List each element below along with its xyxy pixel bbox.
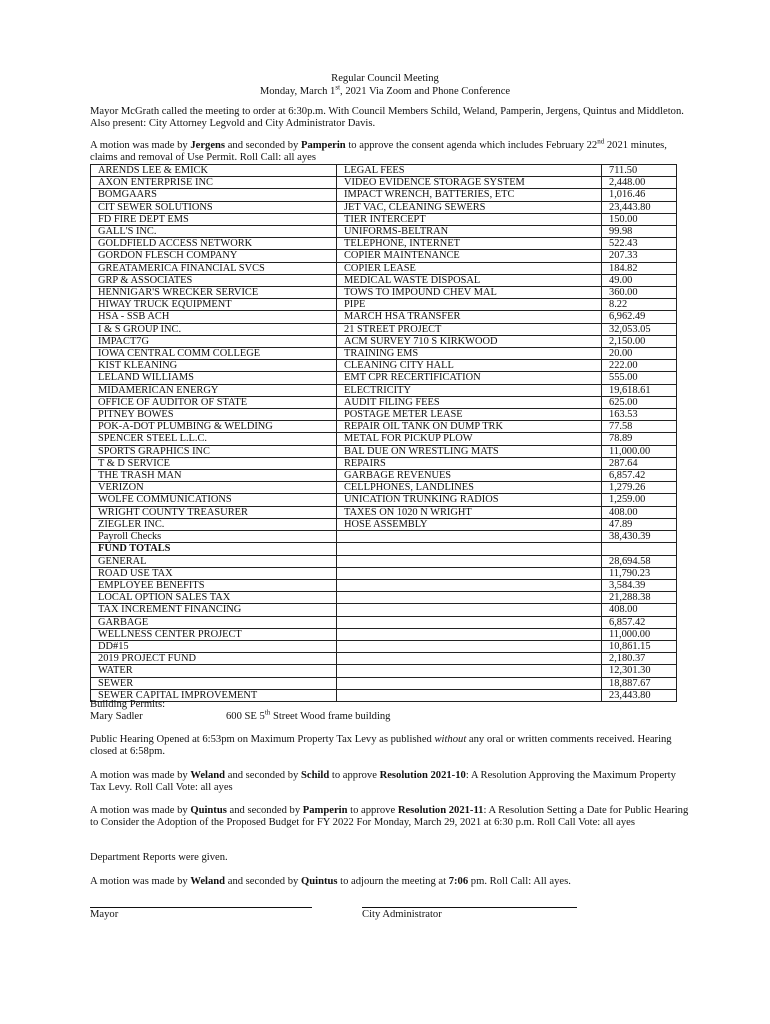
fund-row bbox=[91, 567, 677, 579]
claim-description: COPIER MAINTENANCE bbox=[337, 250, 602, 262]
claim-amount: 78.89 bbox=[602, 433, 677, 445]
claim-amount: 2,448.00 bbox=[602, 177, 677, 189]
fund-name: EMPLOYEE BENEFITS bbox=[91, 579, 337, 591]
claim-vendor: HSA - SSB ACH bbox=[91, 311, 337, 323]
fund-name: WATER bbox=[91, 665, 337, 677]
claim-amount: 20.00 bbox=[602, 348, 677, 360]
claim-amount: 38,430.39 bbox=[602, 531, 677, 543]
claim-row bbox=[91, 189, 677, 201]
fund-amount: 10,861.15 bbox=[602, 640, 677, 652]
empty-cell bbox=[337, 543, 602, 555]
fund-row bbox=[91, 640, 677, 652]
claim-amount: 49.00 bbox=[602, 274, 677, 286]
claim-description: MARCH HSA TRANSFER bbox=[337, 311, 602, 323]
fund-row bbox=[91, 689, 677, 701]
claim-vendor: WOLFE COMMUNICATIONS bbox=[91, 494, 337, 506]
fund-row bbox=[91, 604, 677, 616]
fund-row bbox=[91, 653, 677, 665]
claim-description: METAL FOR PICKUP PLOW bbox=[337, 433, 602, 445]
claim-row bbox=[91, 335, 677, 347]
meeting-date: Monday, March 1st, 2021 Via Zoom and Phone Conference bbox=[259, 82, 511, 97]
fund-name: 2019 PROJECT FUND bbox=[91, 653, 337, 665]
claim-vendor: SPORTS GRAPHICS INC bbox=[91, 445, 337, 457]
admin-label: City Administrator bbox=[362, 909, 442, 920]
claim-vendor: KIST KLEANING bbox=[91, 360, 337, 372]
fund-amount: 28,694.58 bbox=[602, 555, 677, 567]
claim-row bbox=[91, 494, 677, 506]
fund-amount: 2,180.37 bbox=[602, 653, 677, 665]
fund-name: GENERAL bbox=[91, 555, 337, 567]
claim-amount: 1,259.00 bbox=[602, 494, 677, 506]
claim-vendor: VERIZON bbox=[91, 482, 337, 494]
claim-description: LEGAL FEES bbox=[337, 165, 602, 177]
claim-row bbox=[91, 372, 677, 384]
claim-vendor: IOWA CENTRAL COMM COLLEGE bbox=[91, 348, 337, 360]
claim-amount: 32,053.05 bbox=[602, 323, 677, 335]
claim-row bbox=[91, 409, 677, 421]
fund-row bbox=[91, 628, 677, 640]
claim-description: ELECTRICITY bbox=[337, 384, 602, 396]
fund-amount: 12,301.30 bbox=[602, 665, 677, 677]
claim-description: MEDICAL WASTE DISPOSAL bbox=[337, 274, 602, 286]
fund-amount: 21,288.38 bbox=[602, 592, 677, 604]
fund-name: WELLNESS CENTER PROJECT bbox=[91, 628, 337, 640]
claim-row bbox=[91, 457, 677, 469]
fund-amount: 11,790.23 bbox=[602, 567, 677, 579]
claim-description: HOSE ASSEMBLY bbox=[337, 518, 602, 530]
claim-row bbox=[91, 213, 677, 225]
claim-vendor: PITNEY BOWES bbox=[91, 409, 337, 421]
claim-vendor: GORDON FLESCH COMPANY bbox=[91, 250, 337, 262]
adjourn-motion: A motion was made by Weland and seconded by Quintus to adjourn the meeting at 7:06 pm. Roll Call: All ayes. bbox=[90, 876, 571, 887]
claim-row bbox=[91, 274, 677, 286]
claim-row bbox=[91, 384, 677, 396]
empty-cell bbox=[337, 640, 602, 652]
empty-cell bbox=[602, 543, 677, 555]
permit-applicant: Mary Sadler bbox=[90, 711, 143, 722]
claim-vendor: THE TRASH MAN bbox=[91, 470, 337, 482]
claim-row bbox=[91, 226, 677, 238]
claim-row bbox=[91, 201, 677, 213]
empty-cell bbox=[337, 567, 602, 579]
empty-cell bbox=[337, 653, 602, 665]
fund-row bbox=[91, 592, 677, 604]
claim-vendor: BOMGAARS bbox=[91, 189, 337, 201]
claim-description: UNICATION TRUNKING RADIOS bbox=[337, 494, 602, 506]
claim-amount: 360.00 bbox=[602, 287, 677, 299]
claim-amount: 1,279.26 bbox=[602, 482, 677, 494]
fund-name: TAX INCREMENT FINANCING bbox=[91, 604, 337, 616]
claim-description: GARBAGE REVENUES bbox=[337, 470, 602, 482]
fund-name: SEWER CAPITAL IMPROVEMENT bbox=[91, 689, 337, 701]
claim-vendor: HENNIGAR'S WRECKER SERVICE bbox=[91, 287, 337, 299]
fund-amount: 6,857.42 bbox=[602, 616, 677, 628]
claim-amount: 163.53 bbox=[602, 409, 677, 421]
claim-amount: 555.00 bbox=[602, 372, 677, 384]
claim-vendor: ARENDS LEE & EMICK bbox=[91, 165, 337, 177]
claim-row bbox=[91, 445, 677, 457]
fund-amount: 3,584.39 bbox=[602, 579, 677, 591]
fund-row bbox=[91, 579, 677, 591]
fund-row bbox=[91, 677, 677, 689]
admin-signature-line bbox=[362, 900, 577, 908]
claim-vendor: GREATAMERICA FINANCIAL SVCS bbox=[91, 262, 337, 274]
claim-amount: 222.00 bbox=[602, 360, 677, 372]
claim-vendor: MIDAMERICAN ENERGY bbox=[91, 384, 337, 396]
fund-name: GARBAGE bbox=[91, 616, 337, 628]
claim-row bbox=[91, 348, 677, 360]
claim-amount: 19,618.61 bbox=[602, 384, 677, 396]
claim-amount: 23,443.80 bbox=[602, 201, 677, 213]
claim-row bbox=[91, 360, 677, 372]
claim-vendor: GRP & ASSOCIATES bbox=[91, 274, 337, 286]
claim-amount: 184.82 bbox=[602, 262, 677, 274]
empty-cell bbox=[337, 677, 602, 689]
claim-vendor: GALL'S INC. bbox=[91, 226, 337, 238]
claim-description: TELEPHONE, INTERNET bbox=[337, 238, 602, 250]
public-hearing-paragraph: Public Hearing Opened at 6:53pm on Maximum Property Tax Levy as published without any oral or written comments received. Hearing closed at 6:58pm. bbox=[90, 734, 672, 758]
claims-table bbox=[90, 164, 677, 702]
claim-description: TAXES ON 1020 N WRIGHT bbox=[337, 506, 602, 518]
claim-vendor: GOLDFIELD ACCESS NETWORK bbox=[91, 238, 337, 250]
claim-amount: 11,000.00 bbox=[602, 445, 677, 457]
building-permits-label: Building Permits: bbox=[90, 699, 166, 710]
fund-totals-label: FUND TOTALS bbox=[91, 543, 337, 555]
claim-row bbox=[91, 396, 677, 408]
claim-description: BAL DUE ON WRESTLING MATS bbox=[337, 445, 602, 457]
claim-description: POSTAGE METER LEASE bbox=[337, 409, 602, 421]
claim-row bbox=[91, 287, 677, 299]
claim-amount: 625.00 bbox=[602, 396, 677, 408]
claim-row bbox=[91, 531, 677, 543]
admin-signature-block bbox=[362, 900, 577, 921]
claim-row bbox=[91, 433, 677, 445]
claim-vendor: I & S GROUP INC. bbox=[91, 323, 337, 335]
fund-name: LOCAL OPTION SALES TAX bbox=[91, 592, 337, 604]
mayor-signature-line bbox=[90, 900, 312, 908]
claim-row bbox=[91, 482, 677, 494]
claim-row bbox=[91, 299, 677, 311]
mayor-signature-block bbox=[90, 900, 312, 921]
claim-row bbox=[91, 518, 677, 530]
fund-amount: 11,000.00 bbox=[602, 628, 677, 640]
resolution-2021-10-motion: A motion was made by Weland and seconded by Schild to approve Resolution 2021-10: A Resolution Approving the Maximum Property Tax Levy. Roll Call Vote: all ayes bbox=[90, 770, 676, 794]
claim-row bbox=[91, 470, 677, 482]
claim-vendor: LELAND WILLIAMS bbox=[91, 372, 337, 384]
claim-vendor: POK-A-DOT PLUMBING & WELDING bbox=[91, 421, 337, 433]
claim-amount: 8.22 bbox=[602, 299, 677, 311]
claim-vendor: CIT SEWER SOLUTIONS bbox=[91, 201, 337, 213]
meeting-title: Regular Council Meeting bbox=[331, 73, 439, 84]
claim-description: PIPE bbox=[337, 299, 602, 311]
claim-amount: 408.00 bbox=[602, 506, 677, 518]
claim-description: CLEANING CITY HALL bbox=[337, 360, 602, 372]
department-reports: Department Reports were given. bbox=[90, 852, 228, 863]
empty-cell bbox=[337, 579, 602, 591]
claim-amount: 522.43 bbox=[602, 238, 677, 250]
fund-row bbox=[91, 616, 677, 628]
empty-cell bbox=[337, 604, 602, 616]
claim-row bbox=[91, 421, 677, 433]
fund-amount: 408.00 bbox=[602, 604, 677, 616]
claim-row bbox=[91, 238, 677, 250]
fund-name: SEWER bbox=[91, 677, 337, 689]
claim-vendor: T & D SERVICE bbox=[91, 457, 337, 469]
claim-row bbox=[91, 323, 677, 335]
claim-vendor: OFFICE OF AUDITOR OF STATE bbox=[91, 396, 337, 408]
claim-description: VIDEO EVIDENCE STORAGE SYSTEM bbox=[337, 177, 602, 189]
empty-cell bbox=[337, 555, 602, 567]
claim-row bbox=[91, 165, 677, 177]
permit-description: 600 SE 5th Street Wood frame building bbox=[226, 708, 391, 722]
empty-cell bbox=[337, 665, 602, 677]
claim-description: 21 STREET PROJECT bbox=[337, 323, 602, 335]
claim-amount: 711.50 bbox=[602, 165, 677, 177]
claim-description: EMT CPR RECERTIFICATION bbox=[337, 372, 602, 384]
claim-vendor: FD FIRE DEPT EMS bbox=[91, 213, 337, 225]
claim-vendor: Payroll Checks bbox=[91, 531, 337, 543]
fund-row bbox=[91, 555, 677, 567]
empty-cell bbox=[337, 616, 602, 628]
claim-amount: 150.00 bbox=[602, 213, 677, 225]
empty-cell bbox=[337, 592, 602, 604]
fund-amount: 23,443.80 bbox=[602, 689, 677, 701]
claim-row bbox=[91, 262, 677, 274]
claim-amount: 47.89 bbox=[602, 518, 677, 530]
claim-description: TRAINING EMS bbox=[337, 348, 602, 360]
claim-description: IMPACT WRENCH, BATTERIES, ETC bbox=[337, 189, 602, 201]
claim-amount: 207.33 bbox=[602, 250, 677, 262]
consent-agenda-motion: A motion was made by Jergens and seconded by Pamperin to approve the consent agenda which includes February 22nd 2021 minutes, claims and removal of Use Permit. Roll Call: all ayes bbox=[90, 137, 667, 164]
claim-description: REPAIR OIL TANK ON DUMP TRK bbox=[337, 421, 602, 433]
claim-amount: 6,962.49 bbox=[602, 311, 677, 323]
claim-description bbox=[337, 531, 602, 543]
claim-vendor: IMPACT7G bbox=[91, 335, 337, 347]
claim-row bbox=[91, 506, 677, 518]
claim-amount: 77.58 bbox=[602, 421, 677, 433]
meeting-header bbox=[0, 73, 770, 98]
claim-description: ACM SURVEY 710 S KIRKWOOD bbox=[337, 335, 602, 347]
claim-amount: 287.64 bbox=[602, 457, 677, 469]
claim-description: JET VAC, CLEANING SEWERS bbox=[337, 201, 602, 213]
claim-vendor: ZIEGLER INC. bbox=[91, 518, 337, 530]
claim-description: COPIER LEASE bbox=[337, 262, 602, 274]
intro-paragraph: Mayor McGrath called the meeting to order at 6:30p.m. With Council Members Schild, Weland, Pamperin, Jergens, Quintus and Middleton. Also present: City Attorney Legvold and City Administrator Davis. bbox=[90, 106, 684, 130]
claim-amount: 99.98 bbox=[602, 226, 677, 238]
claim-vendor: HIWAY TRUCK EQUIPMENT bbox=[91, 299, 337, 311]
claim-vendor: SPENCER STEEL L.L.C. bbox=[91, 433, 337, 445]
claim-row bbox=[91, 311, 677, 323]
claim-amount: 1,016.46 bbox=[602, 189, 677, 201]
fund-name: ROAD USE TAX bbox=[91, 567, 337, 579]
fund-row bbox=[91, 665, 677, 677]
claim-description: REPAIRS bbox=[337, 457, 602, 469]
fund-name: DD#15 bbox=[91, 640, 337, 652]
resolution-2021-11-motion: A motion was made by Quintus and seconded by Pamperin to approve Resolution 2021-11: A Resolution Setting a Date for Public Hearing to Consider the Adoption of the Proposed Budget for FY 2022 For Monday, March 29, 2021 at 6:30 p.m. Roll Call Vote: all ayes bbox=[90, 805, 689, 829]
claim-description: UNIFORMS-BELTRAN bbox=[337, 226, 602, 238]
claim-amount: 6,857.42 bbox=[602, 470, 677, 482]
claim-vendor: WRIGHT COUNTY TREASURER bbox=[91, 506, 337, 518]
claim-amount: 2,150.00 bbox=[602, 335, 677, 347]
claim-description: AUDIT FILING FEES bbox=[337, 396, 602, 408]
claim-description: TIER INTERCEPT bbox=[337, 213, 602, 225]
claim-description: TOWS TO IMPOUND CHEV MAL bbox=[337, 287, 602, 299]
claim-vendor: AXON ENTERPRISE INC bbox=[91, 177, 337, 189]
mayor-label: Mayor bbox=[90, 909, 119, 920]
fund-totals-header-row bbox=[91, 543, 677, 555]
claim-row bbox=[91, 177, 677, 189]
claim-row bbox=[91, 250, 677, 262]
empty-cell bbox=[337, 689, 602, 701]
empty-cell bbox=[337, 628, 602, 640]
fund-amount: 18,887.67 bbox=[602, 677, 677, 689]
claim-description: CELLPHONES, LANDLINES bbox=[337, 482, 602, 494]
